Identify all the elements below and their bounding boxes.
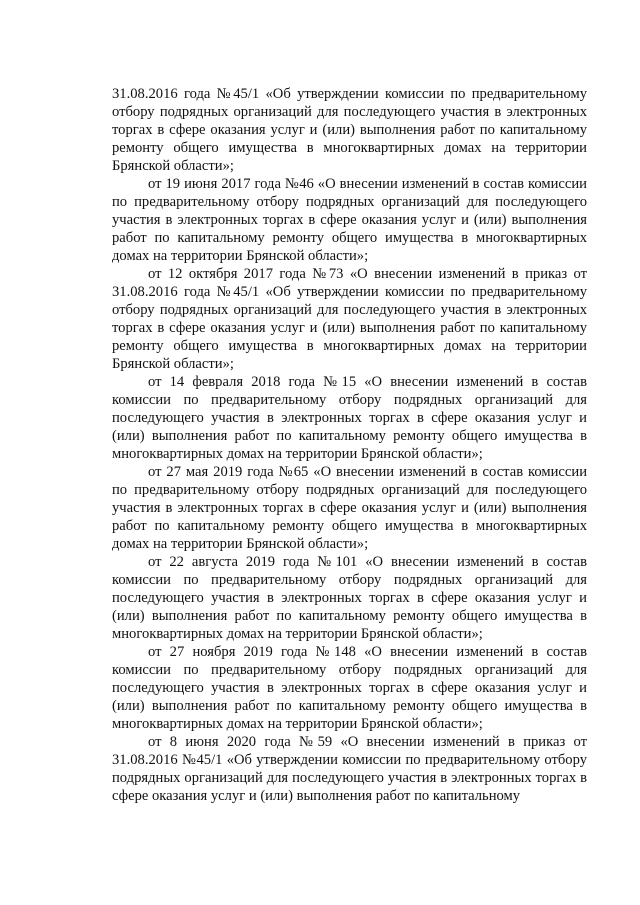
paragraph-order-45-1-tail: 31.08.2016 года №45/1 «Об утверждении комиссии по предварительному отбору подрядных организаций для последующего участия в электронных торгах в сфере оказания услуг и (или) выполнения работ по капитальному ремонту общего имущества в многоквартирных домах на территории Брянской области»; [112,86,587,174]
paragraph-order-148: от 27 ноября 2019 года №148 «О внесении изменений в состав комиссии по предварительному отбору подрядных организаций для последующего участия в электронных торгах в сфере оказания услуг и (или) выполнения работ по капитальному ремонту общего имущества в многоквартирных домах на территории Брянской области»; [112,644,587,732]
paragraph-order-59: от 8 июня 2020 года №59 «О внесении изменений в приказ от 31.08.2016 №45/1 «Об утверждении комиссии по предварительному отбору подрядных организаций для последующего участия в электронных торгах в сфере оказания услуг и (или) выполнения работ по капитальному [112,734,587,804]
paragraph-order-15: от 14 февраля 2018 года №15 «О внесении изменений в состав комиссии по предварительному отбору подрядных организаций для последующего участия в электронных торгах в сфере оказания услуг и (или) выполнения работ по капитальному ремонту общего имущества в многоквартирных домах на территории Брянской области»; [112,374,587,462]
paragraph-order-101: от 22 августа 2019 года №101 «О внесении изменений в состав комиссии по предварительному отбору подрядных организаций для последующего участия в электронных торгах в сфере оказания услуг и (или) выполнения работ по капитальному ремонту общего имущества в многоквартирных домах на территории Брянской области»; [112,554,587,642]
paragraph-order-46: от 19 июня 2017 года №46 «О внесении изменений в состав комиссии по предварительному отбору подрядных организаций для последующего участия в электронных торгах в сфере оказания услуг и (или) выполнения работ по капитальному ремонту общего имущества в многоквартирных домах на территории Брянской области»; [112,176,587,264]
paragraph-order-73: от 12 октября 2017 года №73 «О внесении изменений в приказ от 31.08.2016 года №45/1 «Об утверждении комиссии по предварительному отбору подрядных организаций для последующего участия в электронных торгах в сфере оказания услуг и (или) выполнения работ по капитальному ремонту общего имущества в многоквартирных домах на территории Брянской области»; [112,266,587,372]
paragraph-order-65: от 27 мая 2019 года №65 «О внесении изменений в состав комиссии по предварительному отбору подрядных организаций для последующего участия в электронных торгах в сфере оказания услуг и (или) выполнения работ по капитальному ремонту общего имущества в многоквартирных домах на территории Брянской области»; [112,464,587,552]
document-page [112,85,587,805]
